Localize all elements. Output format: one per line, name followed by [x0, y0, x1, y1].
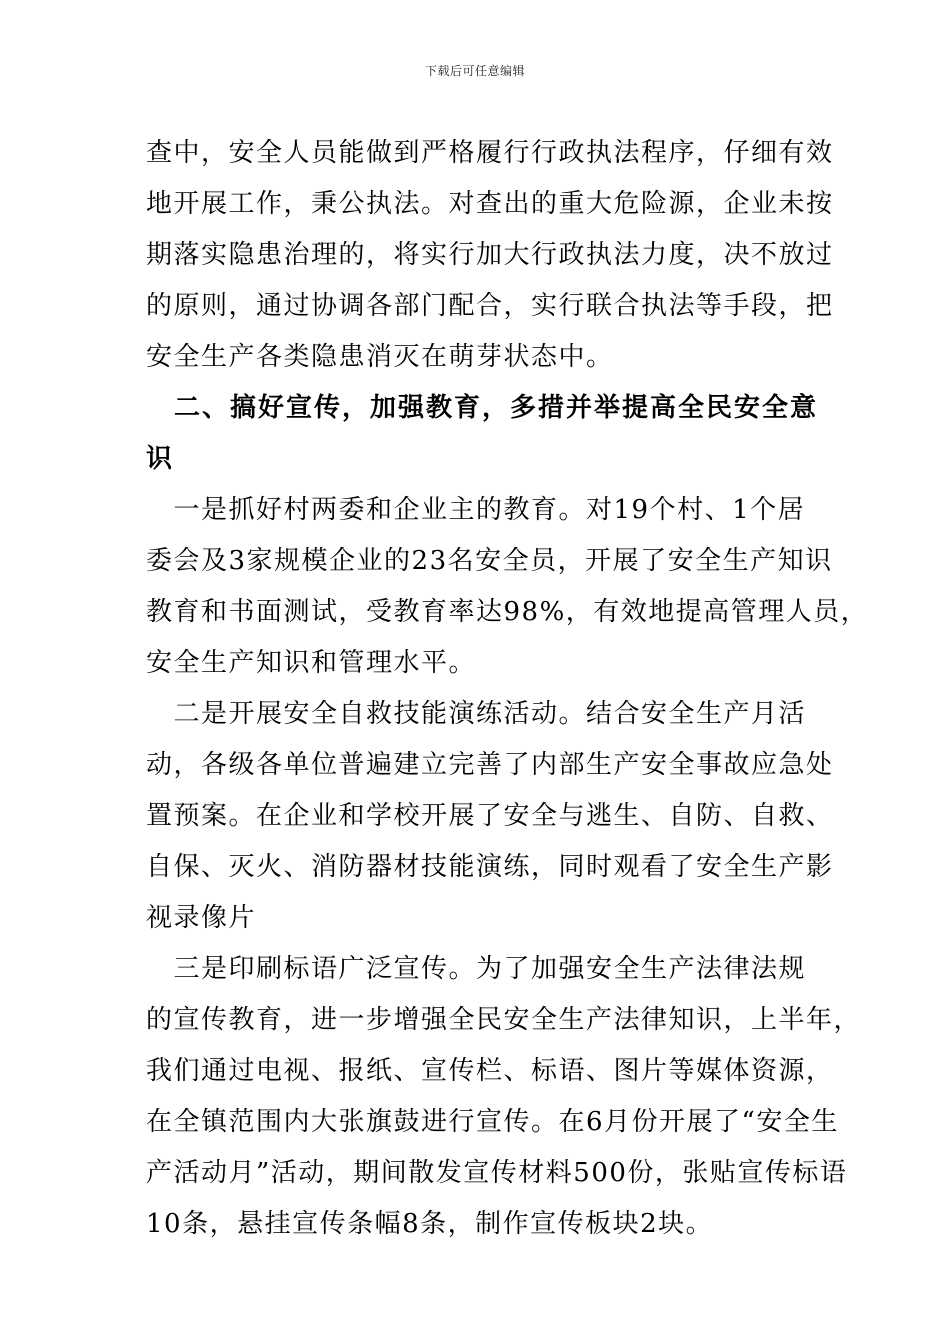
paragraph-line: 我们通过电视、报纸、宣传栏、标语、图片等媒体资源，: [146, 1056, 834, 1086]
paragraph-line: 一是抓好村两委和企业主的教育。对19个村、1个居: [146, 495, 806, 525]
page-header: 下载后可任意编辑: [424, 64, 525, 78]
paragraph-line: 三是印刷标语广泛宣传。为了加强安全生产法律法规: [146, 954, 807, 984]
paragraph-line: 产活动月”活动，期间散发宣传材料500份，张贴宣传标语: [146, 1158, 848, 1188]
paragraph-line: 期落实隐患治理的，将实行加大行政执法力度，决不放过: [146, 240, 834, 270]
paragraph-line: 动，各级各单位普遍建立完善了内部生产安全事故应急处: [146, 750, 834, 780]
paragraph-line: 自保、灭火、消防器材技能演练，同时观看了安全生产影: [146, 852, 834, 882]
document-body: [146, 128, 869, 1250]
paragraph-line: 教育和书面测试，受教育率达98%，有效地提高管理人员，: [146, 597, 869, 627]
paragraph-4: [146, 944, 862, 1250]
paragraph-line: 视录像片: [146, 903, 257, 933]
paragraph-line: 安全生产知识和管理水平。: [146, 648, 477, 678]
paragraph-line: 10条，悬挂宣传条幅8条，制作宣传板块2块。: [146, 1209, 714, 1239]
paragraph-line: 委会及3家规模企业的23名安全员，开展了安全生产知识: [146, 546, 833, 576]
heading-line: 识: [146, 444, 175, 474]
paragraph-line: 的宣传教育，进一步增强全民安全生产法律知识，上半年，: [146, 1005, 862, 1035]
paragraph-line: 安全生产各类隐患消灭在萌芽状态中。: [146, 342, 614, 372]
paragraph-line: 置预案。在企业和学校开展了安全与逃生、自防、自救、: [146, 801, 834, 831]
paragraph-line: 查中，安全人员能做到严格履行行政执法程序，仔细有效: [146, 138, 834, 168]
paragraph-line: 在全镇范围内大张旗鼓进行宣传。在6月份开展了“安全生: [146, 1107, 839, 1137]
paragraph-2: [146, 485, 869, 689]
section-heading: [146, 383, 819, 485]
paragraph-line: 地开展工作，秉公执法。对查出的重大危险源，企业未按: [146, 189, 834, 219]
heading-line: 二、搞好宣传，加强教育，多措并举提高全民安全意: [146, 393, 819, 423]
paragraph-line: 二是开展安全自救技能演练活动。结合安全生产月活: [146, 699, 807, 729]
paragraph-1: [146, 128, 834, 383]
paragraph-line: 的原则，通过协调各部门配合，实行联合执法等手段，把: [146, 291, 834, 321]
paragraph-3: [146, 689, 834, 944]
